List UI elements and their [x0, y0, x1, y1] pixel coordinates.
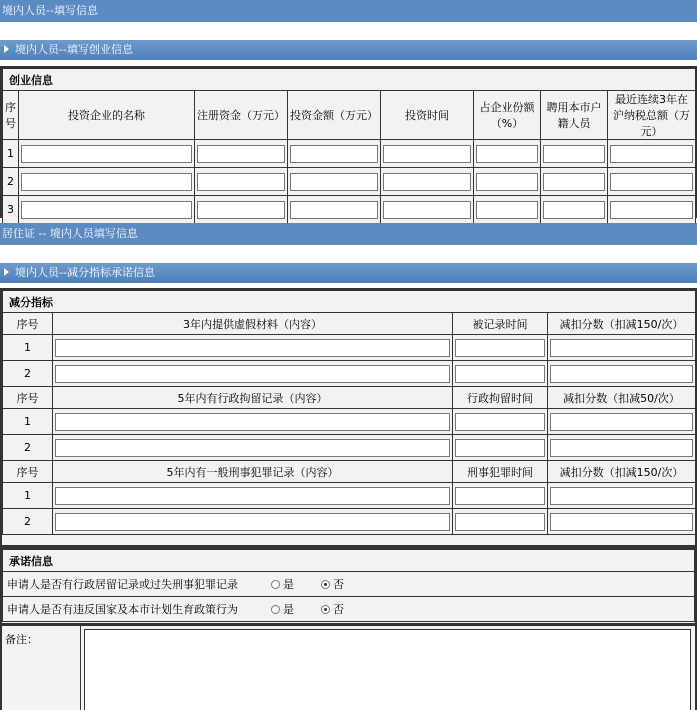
deduct-score-input[interactable]: [550, 513, 693, 531]
header-criminal: 5年内有一般刑事犯罪记录（内容）: [53, 461, 453, 483]
startup-info-box: [0, 66, 697, 218]
section-deduct-bar: [0, 263, 697, 283]
investment-time-input[interactable]: [383, 201, 471, 219]
table-row: [3, 435, 696, 461]
row-number: 2: [3, 435, 53, 461]
header-registered-capital: 注册资金（万元）: [195, 91, 288, 140]
section-deduct-title: 境内人员--减分指标承诺信息: [15, 266, 155, 279]
record-time-input[interactable]: [455, 339, 545, 357]
investment-time-input[interactable]: [383, 145, 471, 163]
promise-q2-label: 申请人是否有违反国家及本市计划生育政策行为: [7, 603, 238, 616]
header-record-time: 被记录时间: [453, 313, 548, 335]
section-startup-bar: [0, 40, 697, 60]
detention-input[interactable]: [55, 413, 450, 431]
deduct-score-input[interactable]: [550, 339, 693, 357]
header-false-material: 3年内提供虚假材料（内容）: [53, 313, 453, 335]
company-name-input[interactable]: [21, 201, 192, 219]
company-name-input[interactable]: [21, 173, 192, 191]
tax-total-input[interactable]: [610, 201, 693, 219]
row-number: 1: [3, 409, 53, 435]
promise-caption: 承诺信息: [3, 550, 695, 572]
criminal-time-input[interactable]: [455, 487, 545, 505]
triangle-right-icon: [4, 45, 9, 53]
promise-q1-label: 申请人是否有行政居留记录或过失刑事犯罪记录: [7, 578, 238, 591]
promise-box: [0, 547, 697, 625]
deduct-caption: 减分指标: [3, 291, 696, 313]
q1-yes-radio[interactable]: [271, 580, 280, 589]
table-row: [3, 509, 696, 535]
row-number: 1: [3, 140, 19, 168]
company-name-input[interactable]: [21, 145, 192, 163]
header-no: 序号: [3, 313, 53, 335]
registered-capital-input[interactable]: [197, 201, 285, 219]
section-startup-title: 境内人员--填写创业信息: [15, 43, 133, 56]
residence-bar: [0, 223, 697, 245]
false-material-input[interactable]: [55, 365, 450, 383]
table-row: [3, 196, 696, 224]
criminal-input[interactable]: [55, 513, 450, 531]
promise-table: [2, 549, 695, 622]
row-number: 1: [3, 335, 53, 361]
header-detention: 5年内有行政拘留记录（内容）: [53, 387, 453, 409]
header-no: 序号: [3, 387, 53, 409]
local-hires-input[interactable]: [543, 145, 605, 163]
deduct-box: [0, 288, 697, 547]
table-row: [3, 483, 696, 509]
investment-time-input[interactable]: [383, 173, 471, 191]
share-input[interactable]: [476, 173, 538, 191]
local-hires-input[interactable]: [543, 173, 605, 191]
local-hires-input[interactable]: [543, 201, 605, 219]
row-number: 2: [3, 509, 53, 535]
header-no: 序号: [3, 91, 19, 140]
header-company-name: 投资企业的名称: [19, 91, 195, 140]
criminal-input[interactable]: [55, 487, 450, 505]
deduct-table: [2, 290, 696, 535]
detention-time-input[interactable]: [455, 439, 545, 457]
header-deduct-score: 减扣分数（扣减150/次）: [548, 313, 696, 335]
share-input[interactable]: [476, 201, 538, 219]
q2-yes-radio[interactable]: [271, 605, 280, 614]
header-deduct-score: 减扣分数（扣减150/次）: [548, 461, 696, 483]
share-input[interactable]: [476, 145, 538, 163]
criminal-time-input[interactable]: [455, 513, 545, 531]
startup-table: [2, 68, 696, 224]
header-deduct-score: 减扣分数（扣减50/次）: [548, 387, 696, 409]
q1-no-label: 否: [333, 578, 344, 591]
registered-capital-input[interactable]: [197, 145, 285, 163]
row-number: 2: [3, 361, 53, 387]
false-material-input[interactable]: [55, 339, 450, 357]
remark-divider: [80, 626, 81, 710]
table-row: [3, 335, 696, 361]
deduct-score-input[interactable]: [550, 487, 693, 505]
page-title-bar: [0, 0, 697, 22]
table-row: [3, 168, 696, 196]
header-no: 序号: [3, 461, 53, 483]
record-time-input[interactable]: [455, 365, 545, 383]
table-row: [3, 409, 696, 435]
header-local-hires: 聘用本市户籍人员: [541, 91, 608, 140]
row-number: 1: [3, 483, 53, 509]
page-title: 境内人员--填写信息: [2, 4, 98, 17]
q2-no-label: 否: [333, 603, 344, 616]
remark-textarea[interactable]: [84, 629, 691, 710]
registered-capital-input[interactable]: [197, 173, 285, 191]
header-investment-amount: 投资金额（万元）: [288, 91, 381, 140]
deduct-score-input[interactable]: [550, 439, 693, 457]
remark-area: [0, 625, 697, 710]
header-tax-total: 最近连续3年在沪纳税总额（万元）: [608, 91, 696, 140]
detention-time-input[interactable]: [455, 413, 545, 431]
tax-total-input[interactable]: [610, 145, 693, 163]
row-number: 3: [3, 196, 19, 224]
row-number: 2: [3, 168, 19, 196]
detention-input[interactable]: [55, 439, 450, 457]
startup-caption: 创业信息: [3, 69, 696, 91]
deduct-score-input[interactable]: [550, 365, 693, 383]
header-detention-time: 行政拘留时间: [453, 387, 548, 409]
residence-title: 居住证 -- 境内人员填写信息: [2, 227, 138, 240]
investment-amount-input[interactable]: [290, 145, 378, 163]
q2-no-radio[interactable]: [321, 605, 330, 614]
q2-yes-label: 是: [283, 603, 294, 616]
header-investment-time: 投资时间: [381, 91, 474, 140]
remark-label: 备注：: [5, 633, 38, 646]
table-row: [3, 361, 696, 387]
deduct-score-input[interactable]: [550, 413, 693, 431]
q1-no-radio[interactable]: [321, 580, 330, 589]
header-share: 占企业份额（%）: [474, 91, 541, 140]
q1-yes-label: 是: [283, 578, 294, 591]
investment-amount-input[interactable]: [290, 173, 378, 191]
investment-amount-input[interactable]: [290, 201, 378, 219]
table-row: [3, 140, 696, 168]
triangle-right-icon: [4, 268, 9, 276]
header-criminal-time: 刑事犯罪时间: [453, 461, 548, 483]
tax-total-input[interactable]: [610, 173, 693, 191]
